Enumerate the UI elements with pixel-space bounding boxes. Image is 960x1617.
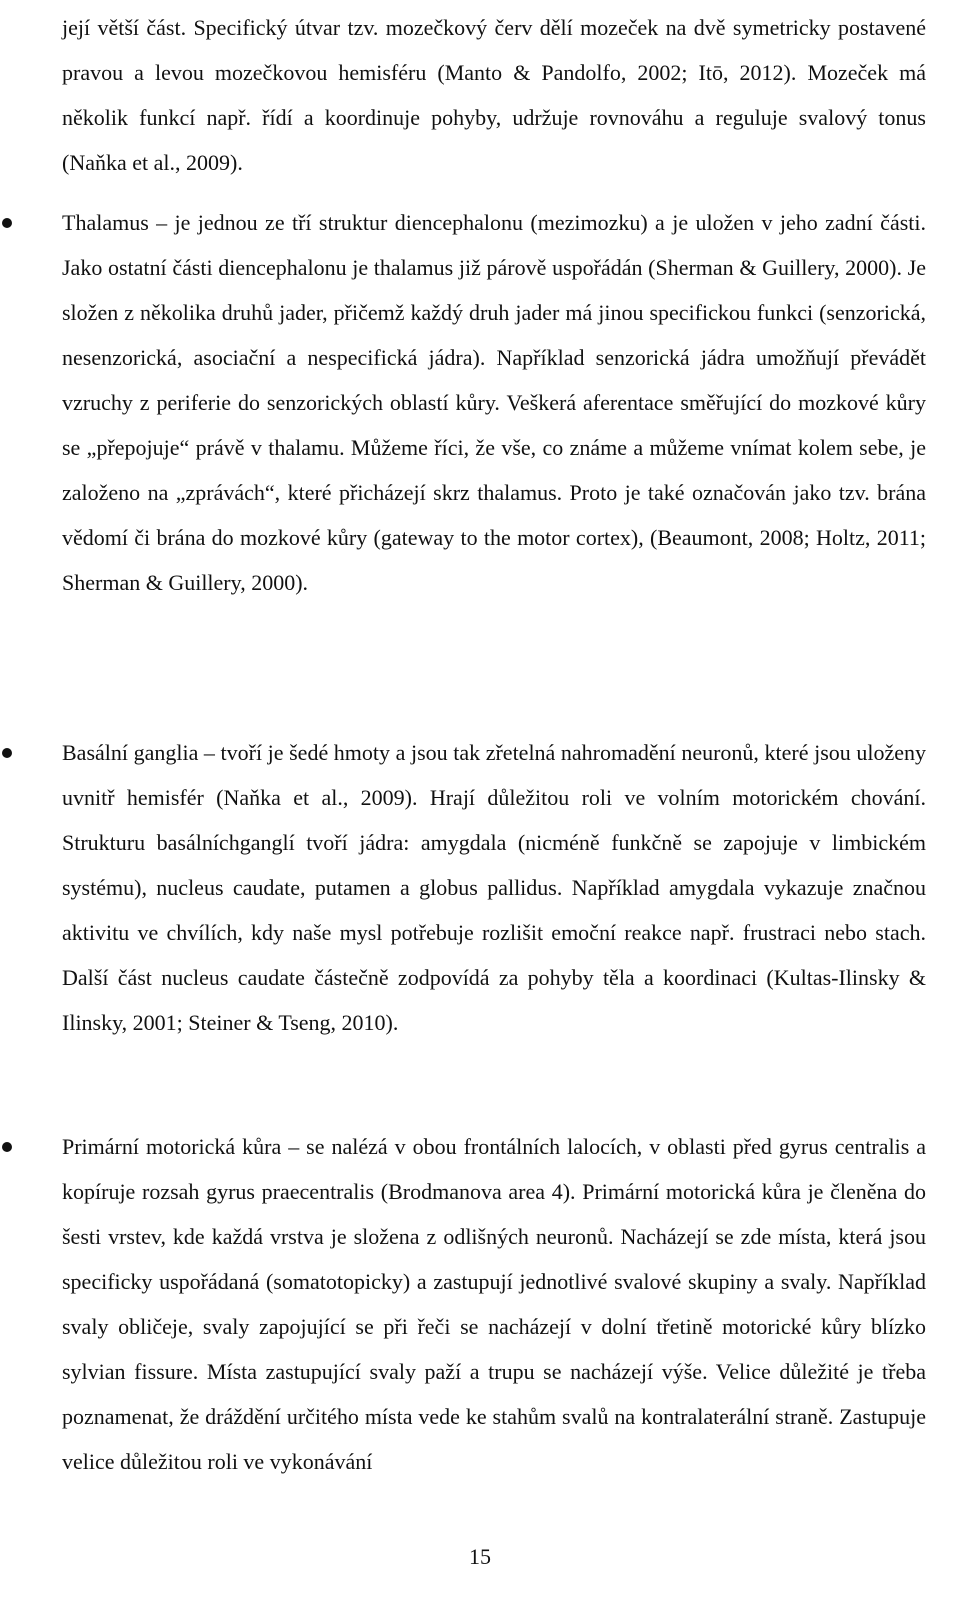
bullet-basal-ganglia-icon xyxy=(2,748,12,758)
paragraph-primary-motor-cortex: Primární motorická kůra – se nalézá v obou frontálních lalocích, v oblasti před gyrus centralis a kopíruje rozsah gyrus praecentralis (Brodmanova area 4). Primární motorická kůra je členěna do šesti vrstev, kde každá vrstva je složena z odlišných neuronů. Nacházejí se zde místa, která jsou specificky uspořádaná (somatotopicky) a zastupují jednotlivé svalové skupiny a svaly. Například svaly obličeje, svaly zapojující se při řeči se nacházejí v dolní třetině motorické kůry blízko sylvian fissure. Místa zastupující svaly paží a trupu se nacházejí výše. Velice důležité je třeba poznamenat, že dráždění určitého místa vede ke stahům svalů na kontralaterální straně. Zastupuje velice důležitou roli ve vykonávání xyxy=(62,1134,926,1474)
bullet-thalamus-icon xyxy=(2,218,12,228)
page-number: 15 xyxy=(469,1544,491,1569)
paragraph-cerebellum-continuation: její větší část. Specifický útvar tzv. mozečkový červ dělí mozeček na dvě symetricky postavené pravou a levou mozečkovou hemisféru (Manto & Pandolfo, 2002; Itō, 2012). Mozeček má několik funkcí např. řídí a koordinuje pohyby, udržuje rovnováhu a reguluje svalový tonus (Naňka et al., 2009). xyxy=(62,15,926,175)
bullet-primary-motor-cortex-icon xyxy=(2,1142,12,1152)
paragraph-basal-ganglia: Basální ganglia – tvoří je šedé hmoty a jsou tak zřetelná nahromadění neuronů, které jsou uloženy uvnitř hemisfér (Naňka et al., 2009). Hrají důležitou roli ve volním motorickém chování. Strukturu basálníchganglí tvoří jádra: amygdala (nicméně funkčně se zapojuje v limbickém systému), nucleus caudate, putamen a globus pallidus. Například amygdala vykazuje značnou aktivitu ve chvílích, kdy naše mysl potřebuje rozlišit emoční reakce např. frustraci nebo stach. Další část nucleus caudate částečně zodpovídá za pohyby těla a koordinaci (Kultas-Ilinsky & Ilinsky, 2001; Steiner & Tseng, 2010). xyxy=(62,740,926,1035)
paragraph-thalamus: Thalamus – je jednou ze tří struktur diencephalonu (mezimozku) a je uložen v jeho zadní části. Jako ostatní části diencephalonu je thalamus již párově uspořádán (Sherman & Guillery, 2000). Je složen z několika druhů jader, přičemž každý druh jader má jinou specifickou funkci (senzorická, nesenzorická, asociační a nespecifická jádra). Například senzorická jádra umožňují převádět vzruchy z periferie do senzorických oblastí kůry. Veškerá aferentace směřující do mozkové kůry se „přepojuje“ právě v thalamu. Můžeme říci, že vše, co známe a můžeme vnímat kolem sebe, je založeno na „zprávách“, které přicházejí skrz thalamus. Proto je také označován jako tzv. brána vědomí či brána do mozkové kůry (gateway to the motor cortex), (Beaumont, 2008; Holtz, 2011; Sherman & Guillery, 2000). xyxy=(62,210,926,595)
